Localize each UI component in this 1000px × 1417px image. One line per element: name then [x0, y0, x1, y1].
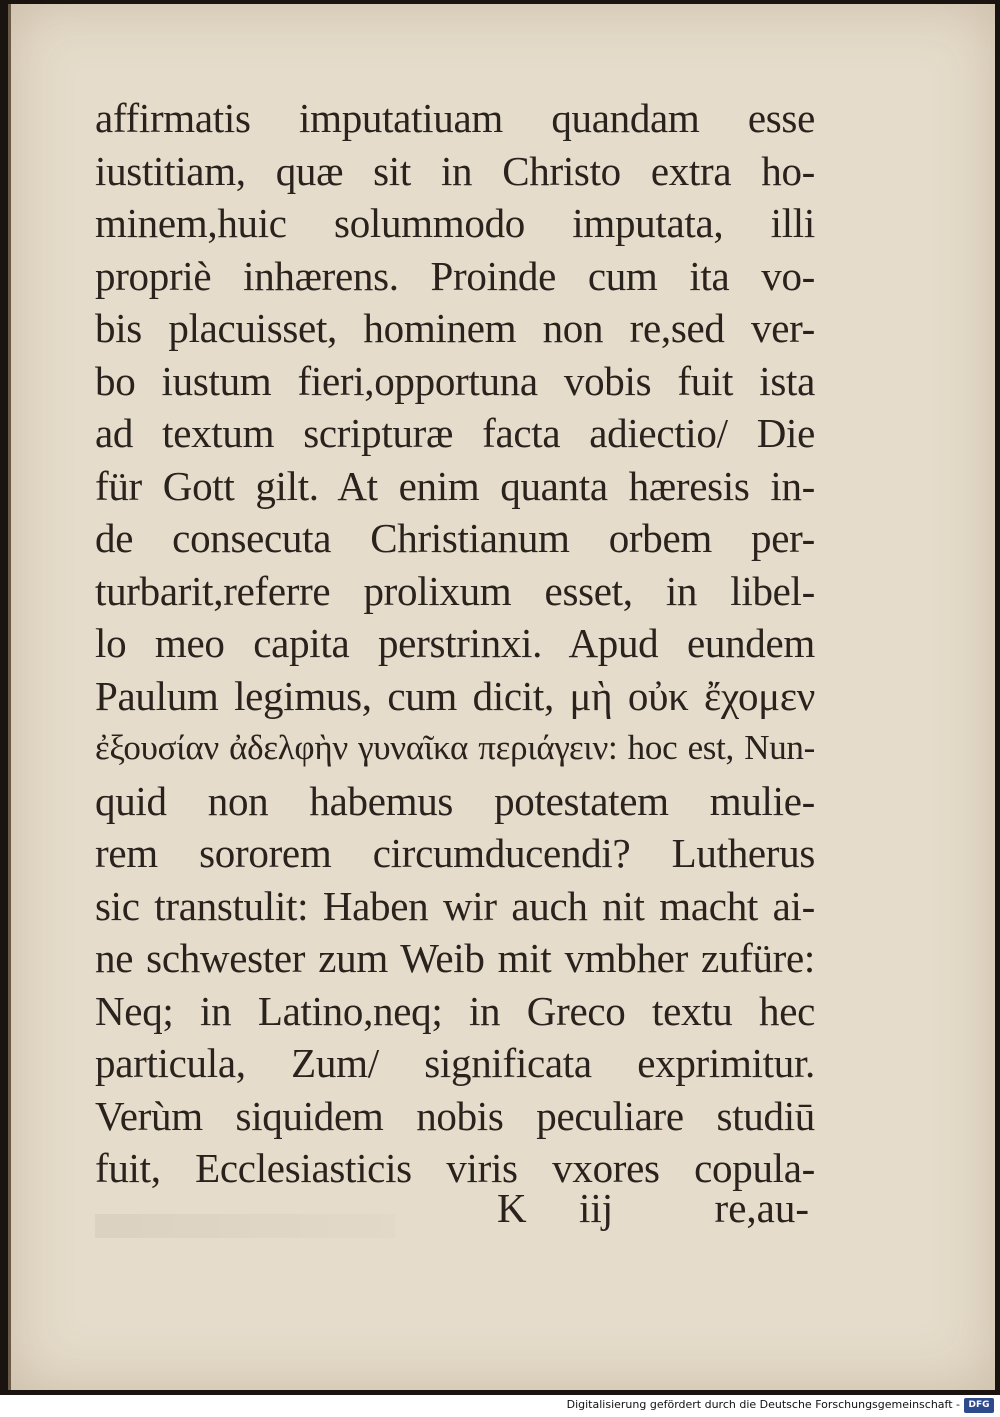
text-line: Neq; in Latino,neq; in Greco textu hec — [95, 987, 815, 1034]
text-line: für Gott gilt. At enim quanta hæresis in- — [95, 462, 815, 509]
signature-letter: K — [497, 1185, 527, 1231]
text-line: fuit, Ecclesiasticis viris vxores copula- — [95, 1145, 815, 1191]
text-line: turbarit,referre prolixum esset, in libel- — [95, 567, 815, 614]
text-line: ἐξουσίαν ἀδελφὴν γυναῖκα περιάγειν: hoc est, Nun- — [95, 728, 815, 767]
text-line: ad textum scripturæ facta adiectio/ Die — [95, 410, 815, 456]
book-page — [8, 4, 995, 1390]
text-line: quid non habemus potestatem mulie- — [95, 777, 815, 824]
text-line: bo iustum fieri,opportuna vobis fuit ista — [95, 357, 815, 404]
text-line: minem,huic solummodo imputata, illi — [95, 200, 815, 246]
text-line: de consecuta Christianum orbem per- — [95, 515, 815, 561]
digitization-footer — [0, 1395, 1000, 1417]
text-line: lo meo capita perstrinxi. Apud eundem — [95, 620, 815, 666]
catchword: re,au- — [714, 1185, 809, 1231]
main-text-block — [95, 92, 815, 1195]
text-line: rem sororem circumducendi? Lutherus — [95, 830, 815, 876]
funding-credit: Digitalisierung gefördert durch die Deutsche Forschungsgemeinschaft - — [566, 1398, 960, 1411]
signature-number: iij — [579, 1185, 614, 1231]
text-line: bis placuisset, hominem non re,sed ver- — [95, 305, 815, 351]
text-line: Paulum legimus, cum dicit, μὴ οὐκ ἔχομεν — [95, 672, 815, 719]
text-line: ne schwester zum Weib mit vmbher zufüre: — [95, 935, 815, 981]
text-line: iustitiam, quæ sit in Christo extra ho- — [95, 147, 815, 194]
text-line: Verùm siquidem nobis peculiare studiū — [95, 1092, 815, 1139]
text-line: particula, Zum/ significata exprimitur. — [95, 1040, 815, 1086]
text-line: affirmatis imputatiuam quandam esse — [95, 95, 815, 141]
text-line: sic transtulit: Haben wir auch nit macht ai- — [95, 882, 815, 929]
text-line: propriè inhærens. Proinde cum ita vo- — [95, 252, 815, 299]
show-through-bleed — [95, 1214, 395, 1238]
dfg-logo: DFG — [964, 1398, 994, 1413]
